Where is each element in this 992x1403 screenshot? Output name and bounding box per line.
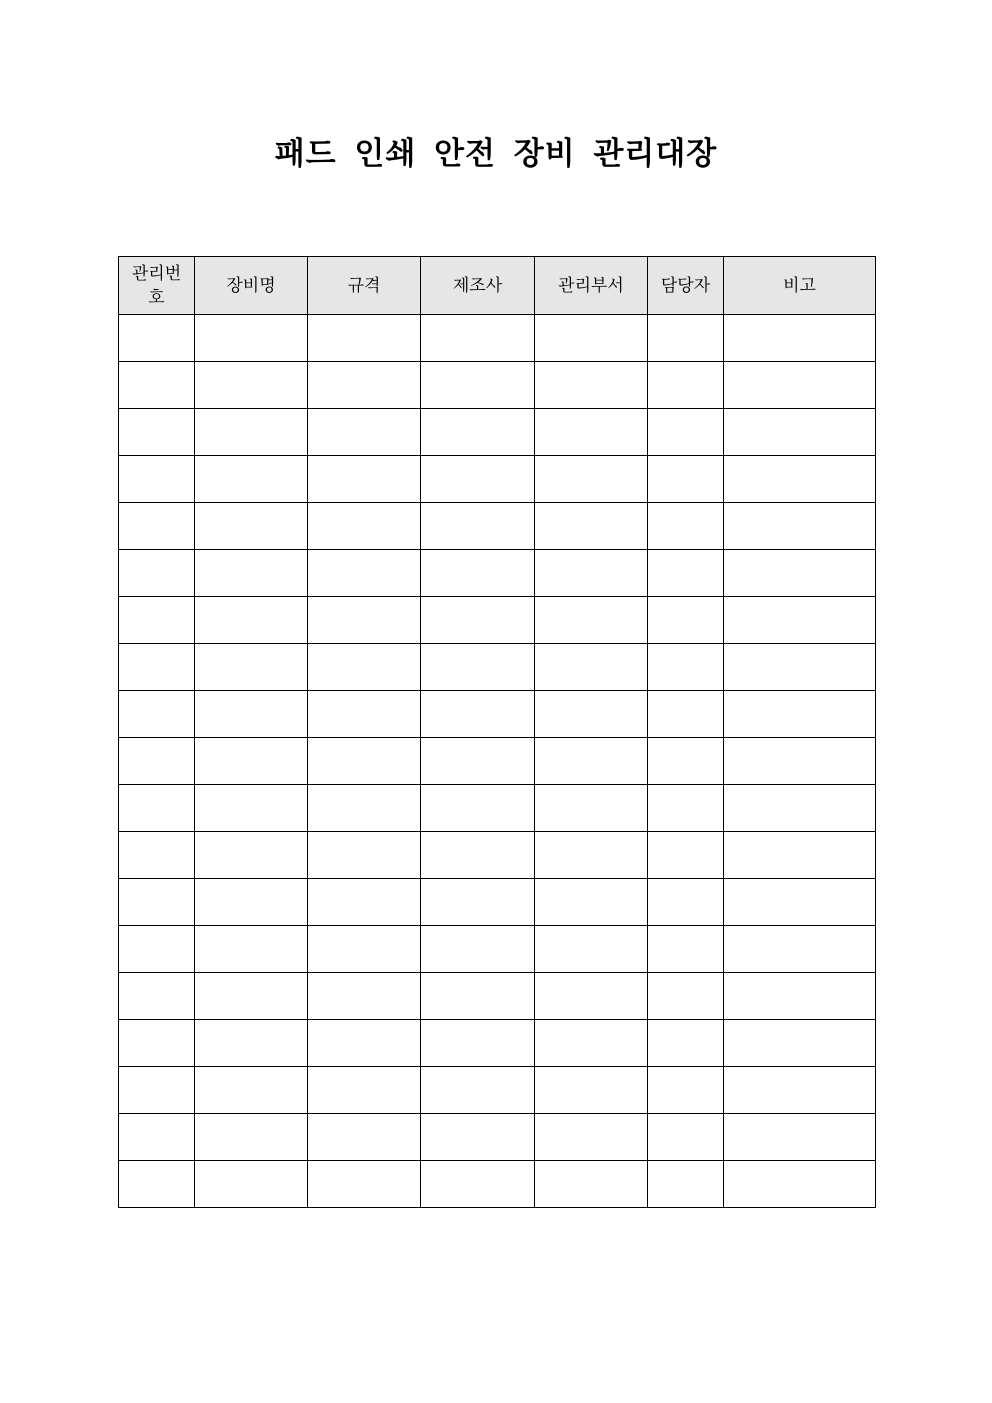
table-row (119, 315, 876, 362)
table-cell[interactable] (195, 409, 308, 456)
table-cell[interactable] (648, 1114, 724, 1161)
table-cell[interactable] (535, 1114, 648, 1161)
table-cell[interactable] (535, 1161, 648, 1208)
table-cell[interactable] (724, 1067, 876, 1114)
table-cell[interactable] (119, 315, 195, 362)
table-cell[interactable] (308, 597, 421, 644)
table-cell[interactable] (308, 456, 421, 503)
table-cell[interactable] (119, 926, 195, 973)
table-row (119, 879, 876, 926)
table-cell[interactable] (308, 644, 421, 691)
table-cell[interactable] (421, 362, 535, 409)
table-cell[interactable] (535, 597, 648, 644)
table-cell[interactable] (421, 879, 535, 926)
table-cell[interactable] (119, 879, 195, 926)
table-cell[interactable] (724, 1161, 876, 1208)
table-cell[interactable] (724, 832, 876, 879)
table-cell[interactable] (421, 973, 535, 1020)
table-cell[interactable] (421, 409, 535, 456)
table-cell[interactable] (119, 456, 195, 503)
table-cell[interactable] (535, 1020, 648, 1067)
table-cell[interactable] (421, 1161, 535, 1208)
table-cell[interactable] (724, 1020, 876, 1067)
table-cell[interactable] (119, 503, 195, 550)
table-cell[interactable] (119, 832, 195, 879)
table-cell[interactable] (195, 926, 308, 973)
table-cell[interactable] (308, 785, 421, 832)
table-cell[interactable] (535, 691, 648, 738)
table-cell[interactable] (421, 785, 535, 832)
table-cell[interactable] (535, 503, 648, 550)
table-cell[interactable] (421, 597, 535, 644)
table-cell[interactable] (195, 973, 308, 1020)
table-cell[interactable] (308, 409, 421, 456)
table-row (119, 409, 876, 456)
table-cell[interactable] (195, 738, 308, 785)
table-cell[interactable] (308, 1020, 421, 1067)
table-cell[interactable] (648, 691, 724, 738)
table-cell[interactable] (648, 973, 724, 1020)
table-cell[interactable] (648, 832, 724, 879)
table-cell[interactable] (535, 362, 648, 409)
table-cell[interactable] (308, 973, 421, 1020)
table-cell[interactable] (535, 785, 648, 832)
table-row (119, 1161, 876, 1208)
table-cell[interactable] (195, 1161, 308, 1208)
table-cell[interactable] (308, 1161, 421, 1208)
table-cell[interactable] (535, 550, 648, 597)
table-cell[interactable] (195, 597, 308, 644)
table-cell[interactable] (308, 832, 421, 879)
table-cell[interactable] (724, 315, 876, 362)
table-cell[interactable] (648, 315, 724, 362)
header-label: 관리번호 (131, 263, 182, 308)
table-cell[interactable] (195, 456, 308, 503)
table-row (119, 973, 876, 1020)
table-cell[interactable] (119, 1114, 195, 1161)
table-cell[interactable] (308, 1114, 421, 1161)
table-cell[interactable] (195, 691, 308, 738)
table-cell[interactable] (648, 409, 724, 456)
table-cell[interactable] (119, 550, 195, 597)
table-cell[interactable] (308, 926, 421, 973)
table-cell[interactable] (648, 879, 724, 926)
table-cell[interactable] (119, 409, 195, 456)
table-cell[interactable] (648, 1020, 724, 1067)
table-cell[interactable] (308, 550, 421, 597)
table-cell[interactable] (648, 1161, 724, 1208)
table-cell[interactable] (648, 1067, 724, 1114)
table-row (119, 1020, 876, 1067)
table-cell[interactable] (308, 691, 421, 738)
table-cell[interactable] (195, 550, 308, 597)
table-cell[interactable] (535, 973, 648, 1020)
table-cell[interactable] (119, 691, 195, 738)
table-cell[interactable] (421, 1020, 535, 1067)
table-cell[interactable] (195, 785, 308, 832)
table-row (119, 644, 876, 691)
table-cell[interactable] (119, 362, 195, 409)
table-cell[interactable] (535, 832, 648, 879)
table-row (119, 597, 876, 644)
header-management-number (119, 257, 195, 315)
table-cell[interactable] (724, 362, 876, 409)
table-body (119, 315, 876, 1208)
table-cell[interactable] (535, 315, 648, 362)
table-cell[interactable] (308, 1067, 421, 1114)
table-row (119, 738, 876, 785)
header-specification: 규격 (308, 257, 421, 315)
table-cell[interactable] (724, 973, 876, 1020)
table-cell[interactable] (535, 738, 648, 785)
table-cell[interactable] (308, 503, 421, 550)
table-cell[interactable] (421, 503, 535, 550)
table-cell[interactable] (119, 785, 195, 832)
table-row (119, 926, 876, 973)
table-cell[interactable] (648, 456, 724, 503)
table-cell[interactable] (195, 1067, 308, 1114)
table-cell[interactable] (421, 1067, 535, 1114)
table-cell[interactable] (535, 456, 648, 503)
table-cell[interactable] (308, 315, 421, 362)
table-cell[interactable] (195, 362, 308, 409)
table-cell[interactable] (724, 456, 876, 503)
table-cell[interactable] (195, 644, 308, 691)
table-cell[interactable] (119, 973, 195, 1020)
table-cell[interactable] (535, 926, 648, 973)
table-cell[interactable] (421, 926, 535, 973)
table-cell[interactable] (308, 879, 421, 926)
table-cell[interactable] (421, 832, 535, 879)
table-cell[interactable] (724, 1114, 876, 1161)
table-cell[interactable] (724, 550, 876, 597)
table-cell[interactable] (119, 597, 195, 644)
header-remarks: 비고 (724, 257, 876, 315)
table-cell[interactable] (308, 738, 421, 785)
table-cell[interactable] (195, 1114, 308, 1161)
table-cell[interactable] (195, 315, 308, 362)
table-cell[interactable] (119, 738, 195, 785)
table-cell[interactable] (724, 738, 876, 785)
table-row (119, 362, 876, 409)
table-cell[interactable] (724, 879, 876, 926)
table-cell[interactable] (308, 362, 421, 409)
table-cell[interactable] (421, 691, 535, 738)
table-cell[interactable] (724, 785, 876, 832)
table-cell[interactable] (648, 785, 724, 832)
table-cell[interactable] (195, 503, 308, 550)
table-cell[interactable] (421, 315, 535, 362)
table-cell[interactable] (724, 926, 876, 973)
table-cell[interactable] (195, 832, 308, 879)
table-cell[interactable] (648, 926, 724, 973)
table-cell[interactable] (119, 1161, 195, 1208)
header-department: 관리부서 (535, 257, 648, 315)
table-row (119, 691, 876, 738)
table-cell[interactable] (421, 1114, 535, 1161)
header-row (119, 257, 876, 315)
table-cell[interactable] (648, 597, 724, 644)
table-cell[interactable] (535, 879, 648, 926)
table-cell[interactable] (421, 644, 535, 691)
equipment-ledger-table (118, 256, 876, 1208)
table-row (119, 1114, 876, 1161)
table-cell[interactable] (421, 550, 535, 597)
table-row (119, 503, 876, 550)
table-cell[interactable] (724, 597, 876, 644)
table-cell[interactable] (421, 456, 535, 503)
table-cell[interactable] (119, 644, 195, 691)
table-cell[interactable] (648, 738, 724, 785)
table-cell[interactable] (195, 1020, 308, 1067)
table-cell[interactable] (724, 503, 876, 550)
table-row (119, 785, 876, 832)
document-title: 패드 인쇄 안전 장비 관리대장 (274, 136, 718, 172)
table-cell[interactable] (119, 1020, 195, 1067)
header-manufacturer: 제조사 (421, 257, 535, 315)
table-row (119, 456, 876, 503)
table-row (119, 1067, 876, 1114)
header-person-in-charge: 담당자 (648, 257, 724, 315)
table-cell[interactable] (119, 1067, 195, 1114)
table-cell[interactable] (648, 362, 724, 409)
table-cell[interactable] (724, 409, 876, 456)
table-cell[interactable] (195, 879, 308, 926)
table-cell[interactable] (648, 644, 724, 691)
table-cell[interactable] (724, 644, 876, 691)
table-cell[interactable] (535, 644, 648, 691)
table-cell[interactable] (535, 409, 648, 456)
table-cell[interactable] (421, 738, 535, 785)
table-cell[interactable] (535, 1067, 648, 1114)
header-equipment-name: 장비명 (195, 257, 308, 315)
table-cell[interactable] (648, 503, 724, 550)
table-cell[interactable] (724, 691, 876, 738)
table-row (119, 832, 876, 879)
table-cell[interactable] (648, 550, 724, 597)
table-row (119, 550, 876, 597)
